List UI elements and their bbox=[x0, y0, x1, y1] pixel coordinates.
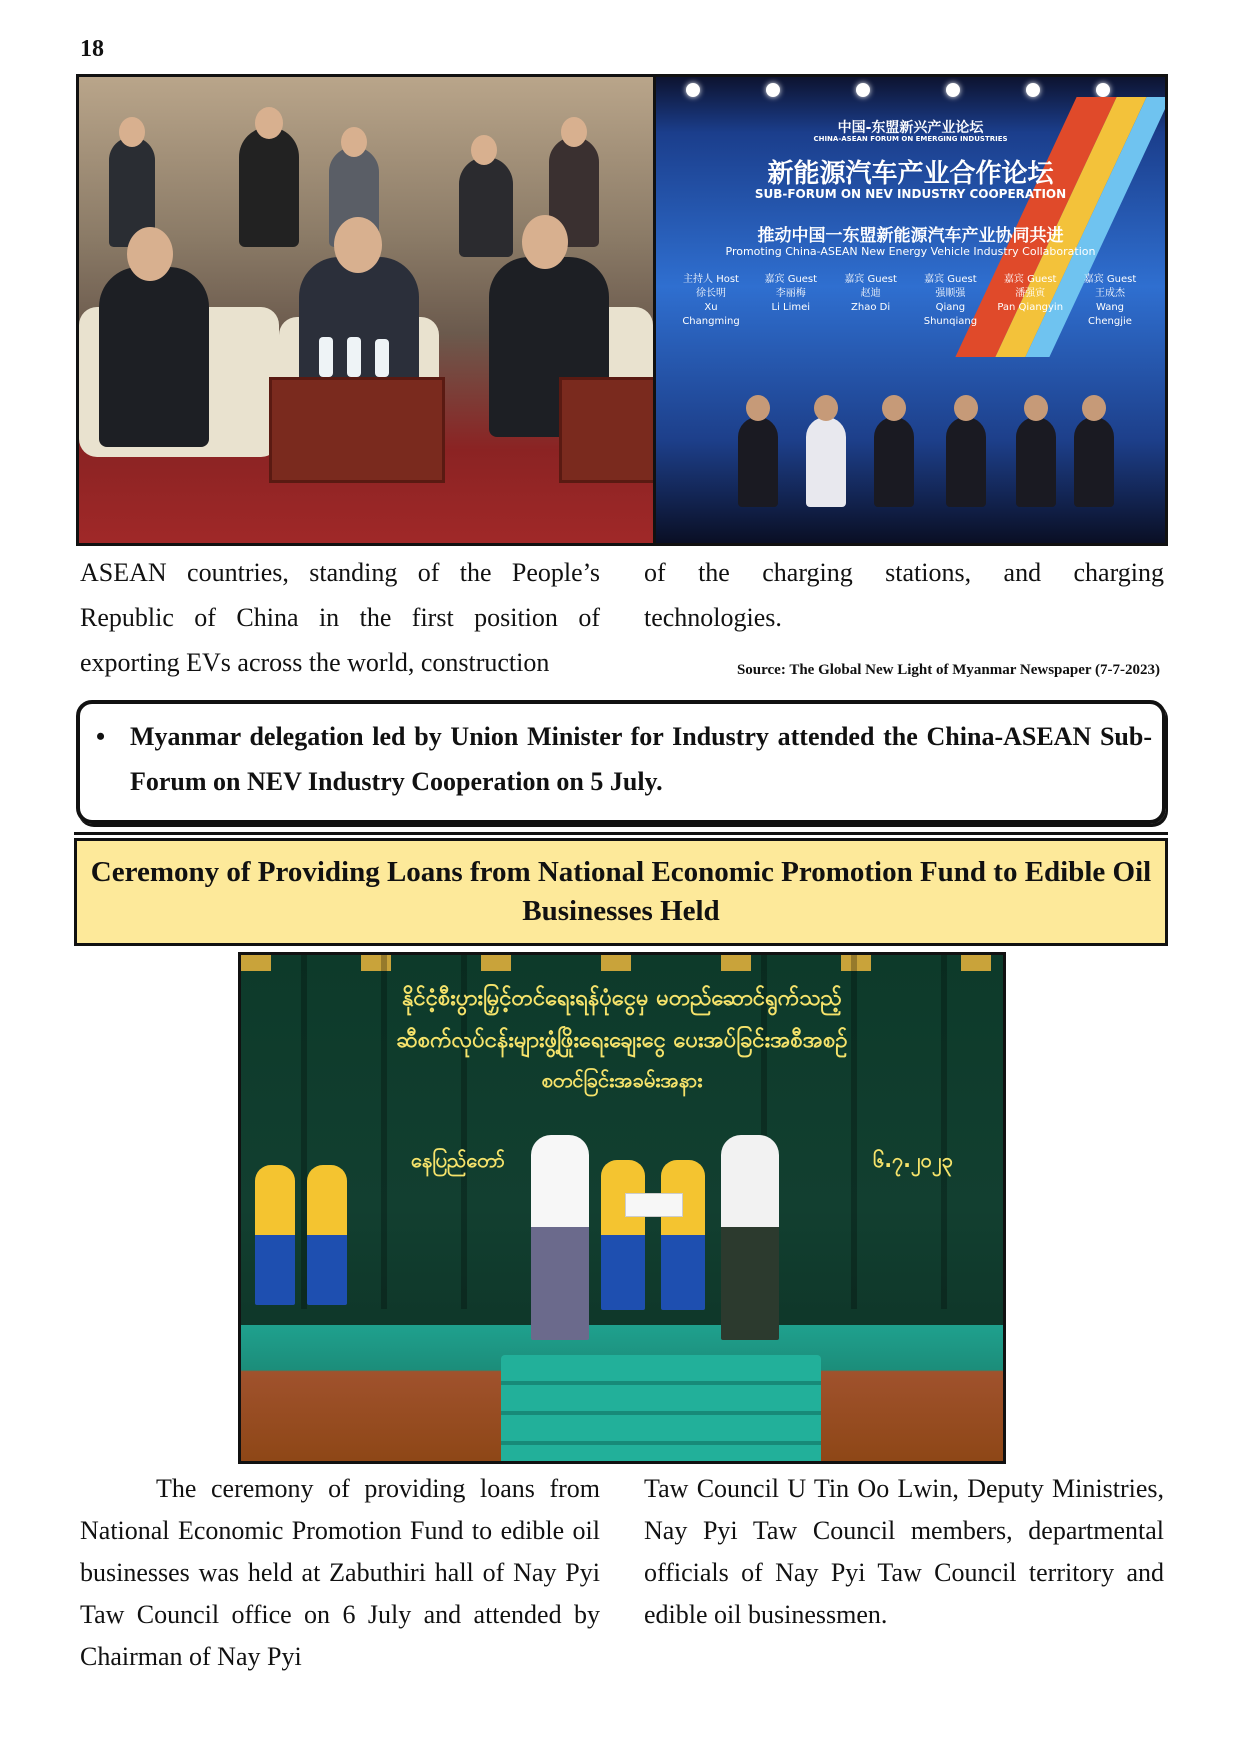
banner-line-1: နိုင်ငံ့စီးပွားမြှင့်တင်ရေးရန်ပုံငွေမှ မတည်ဆောင်ရွက်သည့် bbox=[402, 986, 842, 1011]
article2-right-column: Taw Council U Tin Oo Lwin, Deputy Ministries, Nay Pyi Taw Council members, departmental officials of Nay Pyi Taw Council territory and edible oil businessmen. bbox=[644, 1474, 1164, 1629]
guest-entry: 嘉宾 Guest 李丽梅 Li Limei bbox=[764, 274, 818, 313]
ceremony-photo bbox=[238, 952, 1006, 1464]
guest-entry: 嘉宾 Guest 潘强寅 Pan Qiangyin bbox=[997, 274, 1064, 313]
forum-title-cn: 新能源汽车产业合作论坛 bbox=[767, 159, 1054, 189]
page-number: 18 bbox=[80, 36, 104, 62]
banner-date: ၆.၇.၂၀၂၃ bbox=[873, 1148, 953, 1172]
guest-entry: 主持人 Host 徐长明 Xu Changming bbox=[682, 274, 740, 327]
section-title: Ceremony of Providing Loans from National Economic Promotion Fund to Edible Oil Businesses Held bbox=[90, 856, 1152, 927]
article1-right-column: of the charging stations, and charging technologies. bbox=[644, 558, 1164, 632]
forum-heading-cn: 中国-东盟新兴产业论坛 bbox=[837, 120, 984, 136]
banner-line-2: ဆီစက်လုပ်ငန်းများဖွံ့ဖြိုးရေးချေးငွေ ပေးအပ်ခြင်းအစီအစဉ် bbox=[396, 1028, 848, 1053]
highlight-box bbox=[76, 700, 1166, 824]
forum-guest-list bbox=[676, 273, 1145, 329]
forum-heading-en: CHINA-ASEAN FORUM ON EMERGING INDUSTRIES bbox=[813, 135, 1008, 143]
forum-stage-photo bbox=[656, 77, 1165, 543]
forum-title-en: SUB-FORUM ON NEV INDUSTRY COOPERATION bbox=[754, 187, 1067, 201]
guest-entry: 嘉宾 Guest 王成杰 Wang Chengjie bbox=[1083, 274, 1137, 327]
guest-entry: 嘉宾 Guest 赵迪 Zhao Di bbox=[844, 274, 897, 313]
highlight-bullet: • Myanmar delegation led by Union Minister for Industry attended the China-ASEAN Sub-Forum on NEV Industry Cooperation on 5 July. bbox=[130, 704, 1162, 804]
forum-photos bbox=[76, 74, 1168, 546]
banner-location: နေပြည်တော် bbox=[411, 1148, 505, 1172]
forum-subtitle-cn: 推动中国一东盟新能源汽车产业协同共进 bbox=[757, 226, 1064, 246]
article1-left-column: ASEAN countries, standing of the People’s Republic of China in the first position of exporting EVs across the world, construction bbox=[80, 558, 600, 677]
forum-subtitle-en: Promoting China-ASEAN New Energy Vehicle Industry Collaboration bbox=[725, 245, 1096, 258]
article1-source: Source: The Global New Light of Myanmar Newspaper (7-7-2023) bbox=[736, 662, 1160, 678]
article2-left-column: The ceremony of providing loans from National Economic Promotion Fund to edible oil businesses was held at Zabuthiri hall of Nay Pyi Taw Council office on 6 July and attended by Chairman of Nay Pyi bbox=[80, 1474, 600, 1671]
guest-entry: 嘉宾 Guest 强顺强 Qiang Shunqiang bbox=[923, 274, 978, 327]
section-title-box bbox=[74, 838, 1168, 946]
banner-line-3: စတင်ခြင်းအခမ်းအနား bbox=[541, 1068, 703, 1092]
forum-audience-photo bbox=[79, 77, 653, 543]
section-divider bbox=[74, 832, 1168, 835]
